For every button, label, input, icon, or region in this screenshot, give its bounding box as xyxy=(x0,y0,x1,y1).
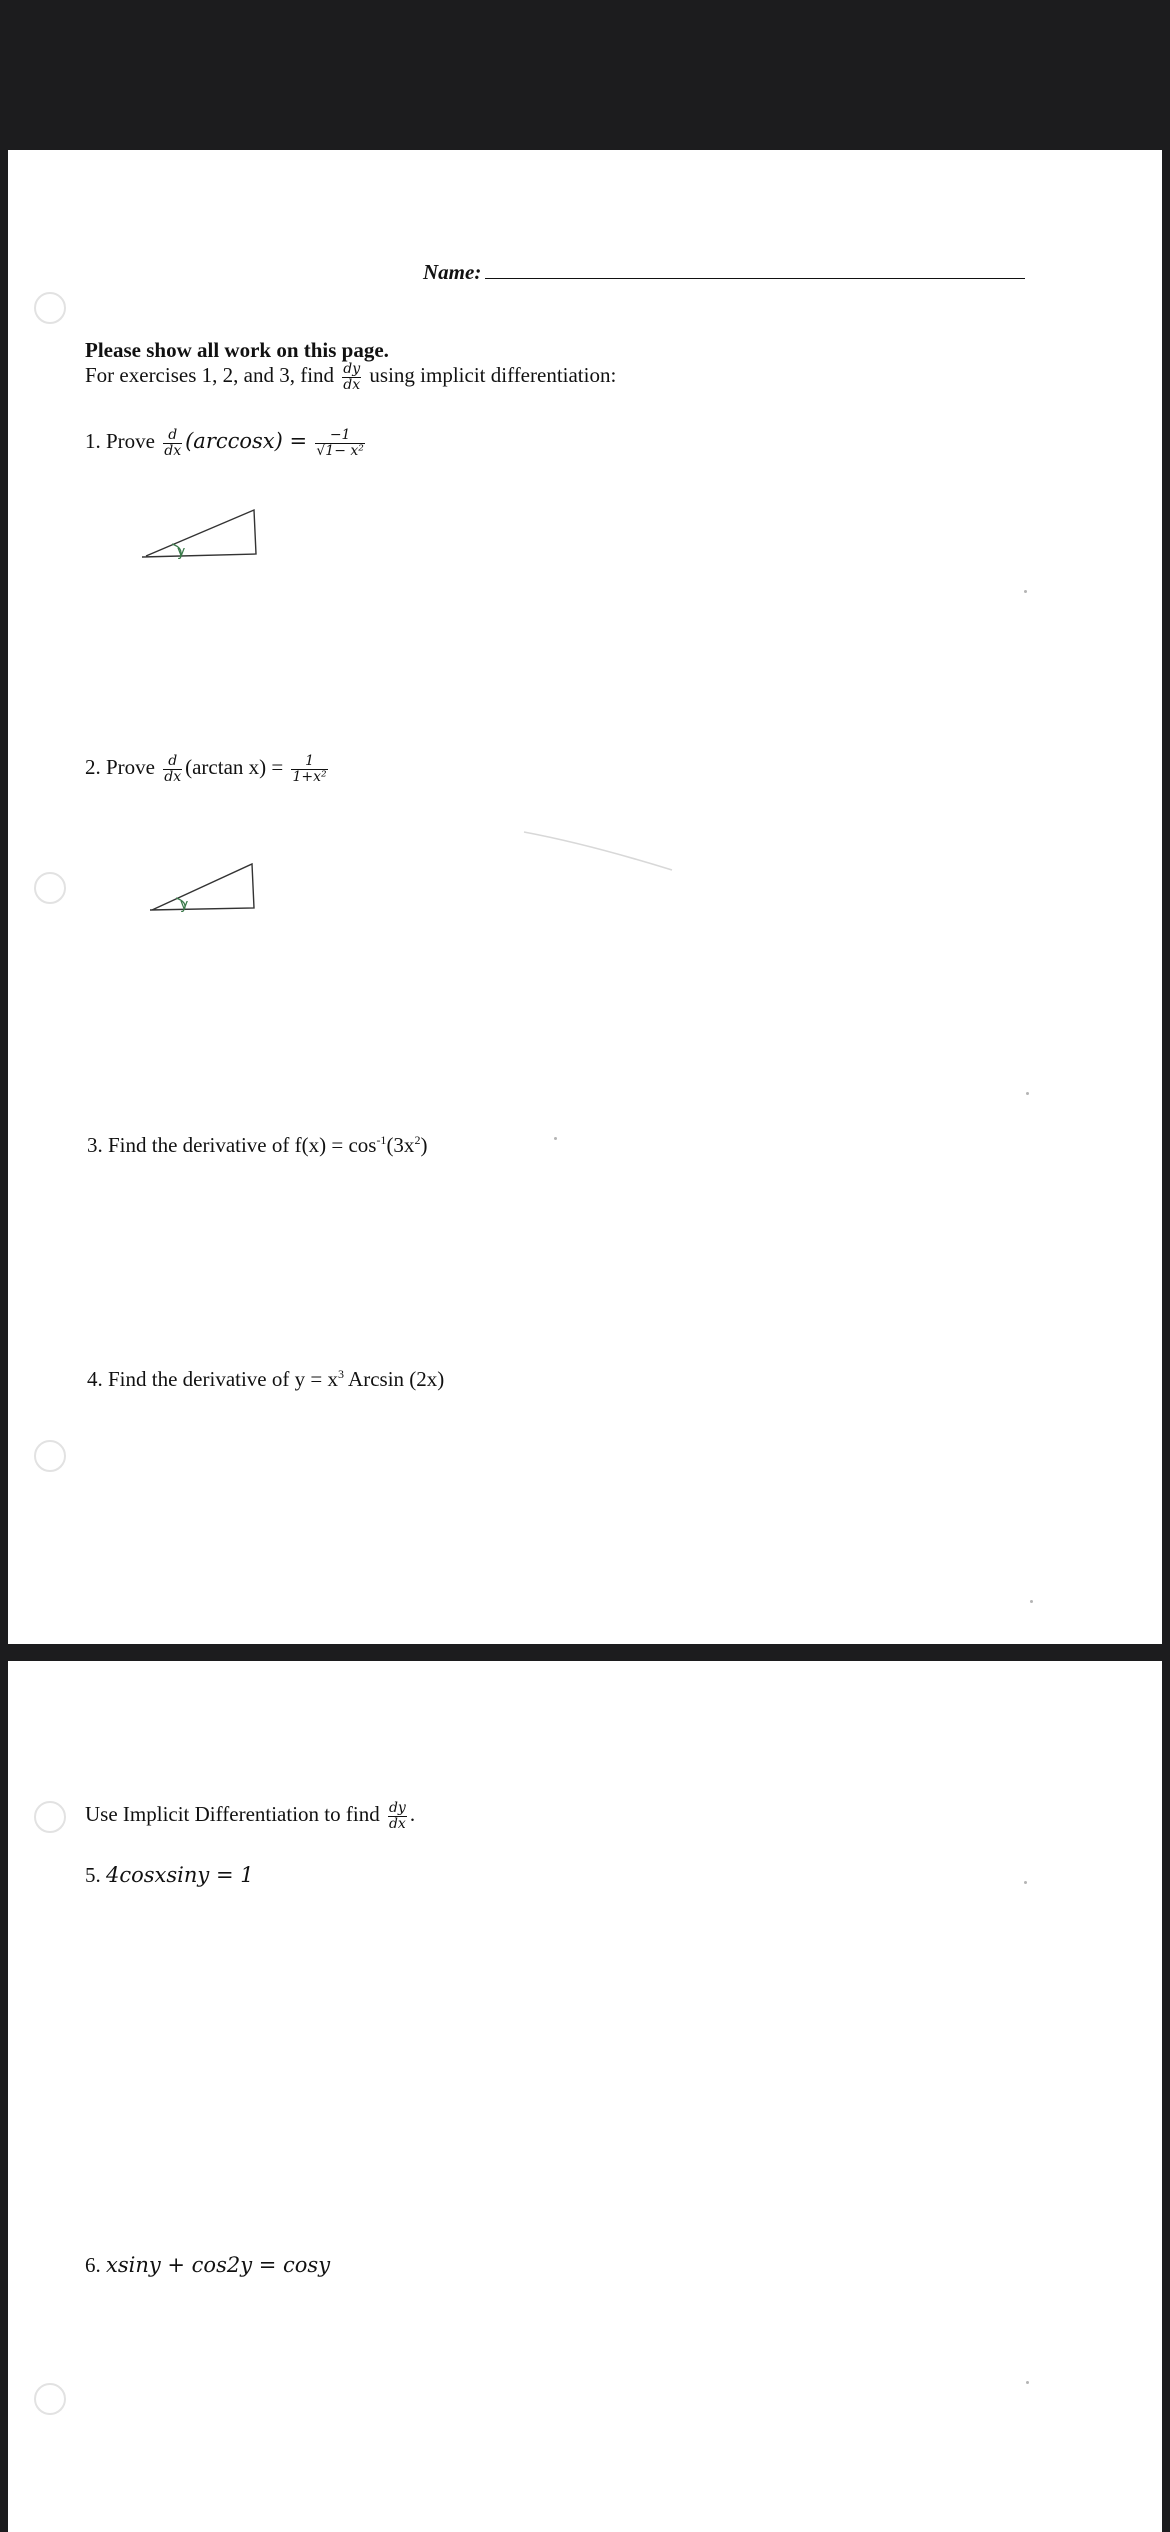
speck xyxy=(1024,590,1027,593)
sketch-angle-label: y xyxy=(177,544,186,560)
annotation-circle-marker xyxy=(34,292,66,324)
rhs-fraction: $\frac{1}{\text{1+x²}}$ xyxy=(292,753,327,785)
question-expression: (arctan x) = xyxy=(185,755,284,779)
worksheet-page-2 xyxy=(8,1661,1162,2532)
speck xyxy=(554,1137,557,1140)
annotation-circle-marker xyxy=(34,1801,66,1833)
speck xyxy=(1030,1600,1033,1603)
annotation-circle-marker xyxy=(34,1440,66,1472)
question-verb: Prove xyxy=(106,429,155,453)
intro-text: Use Implicit Differentiation to find xyxy=(85,1802,380,1826)
question-expression: xsiny + cos2y = cosy xyxy=(106,2253,331,2277)
question-2 xyxy=(85,754,331,784)
derivative-operator: $\frac{d}{dx}$ xyxy=(164,753,182,785)
question-text: Find the derivative of f(x) = cos xyxy=(108,1133,377,1157)
pencil-stroke-mark xyxy=(518,826,678,876)
question-number: 5. xyxy=(85,1863,101,1887)
rhs-fraction: $\frac{-1}{\text{√1− x²}}$ xyxy=(316,427,364,459)
question-number: 6. xyxy=(85,2253,101,2277)
question-number: 4. xyxy=(87,1367,103,1391)
instructions-post: using implicit differentiation: xyxy=(369,363,617,387)
instructions-heading: Please show all work on this page. xyxy=(85,338,389,362)
question-number: 2. xyxy=(85,755,101,779)
triangle-sketch-2 xyxy=(142,852,262,916)
intro-line: Use Implicit Differentiation to find $\frac{dy}{dx}$ . xyxy=(85,1800,416,1832)
instructions-line xyxy=(85,362,616,392)
speck xyxy=(1026,1092,1029,1095)
question-6 xyxy=(85,2255,330,2276)
question-text: Find the derivative of y = x xyxy=(108,1367,338,1391)
annotation-circle-marker xyxy=(34,2383,66,2415)
name-label: Name: xyxy=(423,260,482,284)
question-expression: 4cosxsiny = 1 xyxy=(106,1863,254,1887)
speck xyxy=(1026,2381,1029,2384)
question-number: 3. xyxy=(87,1133,103,1157)
sketch-angle-label: y xyxy=(180,897,189,913)
question-5 xyxy=(85,1865,254,1886)
dy-dx-fraction: $\frac{dy}{dx}$ xyxy=(343,361,361,393)
speck xyxy=(1024,1881,1027,1884)
worksheet-page-1 xyxy=(8,150,1162,1644)
derivative-operator: $\frac{d}{dx}$ xyxy=(164,427,182,459)
name-blank-line xyxy=(485,264,1025,279)
triangle-sketch-1 xyxy=(136,504,266,564)
question-1 xyxy=(85,428,368,458)
dy-dx-fraction: $\frac{dy}{dx}$ xyxy=(388,1800,406,1832)
question-3: 3. Find the derivative of $f(x) = \cos^{-1}(3x^2)$ xyxy=(87,1133,428,1157)
name-field xyxy=(423,262,1025,283)
instructions-pre: For exercises 1, 2, and 3, find xyxy=(85,363,335,387)
question-number: 1. xyxy=(85,429,101,453)
annotation-circle-marker xyxy=(34,872,66,904)
question-4: 4. Find the derivative of $y = x^3$ Arcsin (2x) xyxy=(87,1367,445,1391)
question-verb: Prove xyxy=(106,755,155,779)
question-expression: (arccosx) = xyxy=(185,429,308,453)
